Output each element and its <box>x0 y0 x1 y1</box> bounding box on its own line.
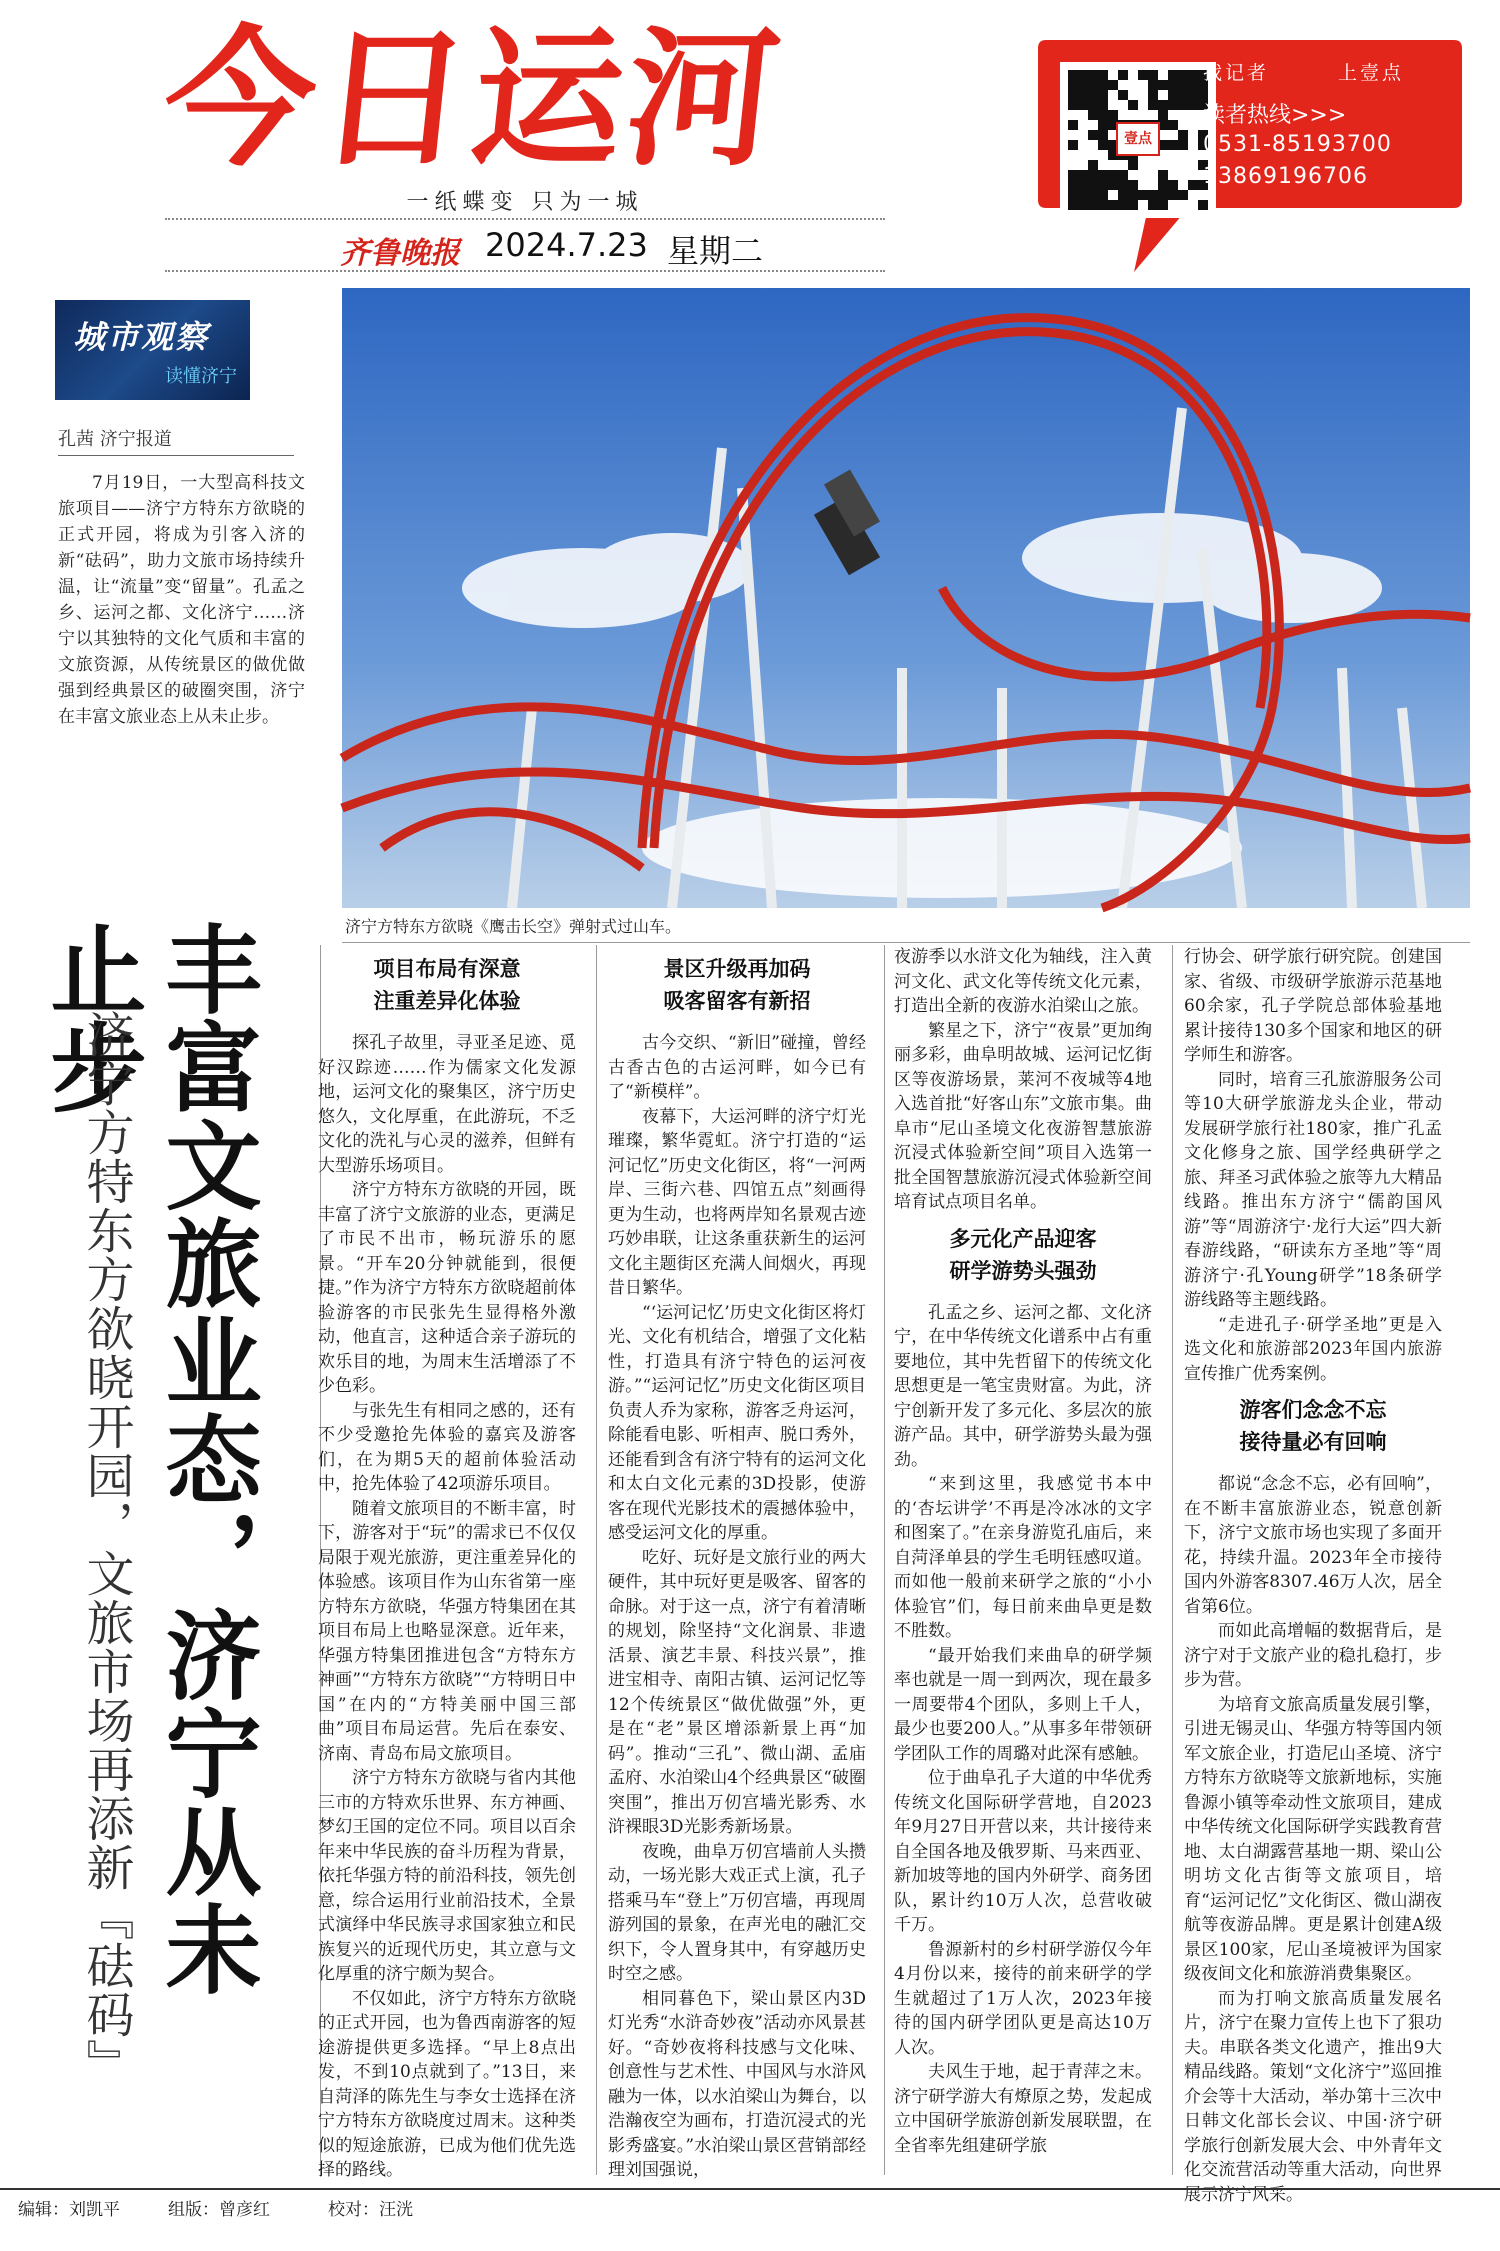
photo-divider <box>342 942 1470 943</box>
qr-module <box>1138 180 1148 190</box>
qr-module <box>1078 110 1088 120</box>
qr-module <box>1088 140 1098 150</box>
qr-module <box>1088 180 1098 190</box>
qr-module <box>1118 160 1128 170</box>
qr-module <box>1128 90 1138 100</box>
qr-module <box>1188 150 1198 160</box>
qr-module <box>1108 180 1118 190</box>
qr-module <box>1098 190 1108 200</box>
qr-module <box>1098 200 1108 210</box>
paragraph: 夜游季以水浒文化为轴线，注入黄河文化、武文化等传统文化元素，打造出全新的夜游水泊梁山之旅。 <box>894 947 1152 1016</box>
qr-module <box>1078 80 1088 90</box>
qr-app-badge: 壹点 <box>1116 122 1160 156</box>
main-headline: 丰富文旅业态，济宁从未止步 <box>35 920 262 1998</box>
qr-module <box>1188 90 1198 100</box>
qr-module <box>1088 170 1098 180</box>
qr-module <box>1168 150 1178 160</box>
qr-module <box>1188 190 1198 200</box>
qr-module <box>1078 90 1088 100</box>
qr-module <box>1178 110 1188 120</box>
qr-module <box>1148 90 1158 100</box>
qr-module <box>1068 80 1078 90</box>
qr-module <box>1068 160 1078 170</box>
qr-module <box>1078 150 1088 160</box>
qr-module <box>1098 70 1108 80</box>
qr-module <box>1148 170 1158 180</box>
hotline-label-find-reporter: 找记者 <box>1203 62 1270 84</box>
footer-layout: 组版：曾彦红 <box>168 2200 270 2220</box>
paragraph: 鲁源新村的乡村研学游仅今年4月份以来，接待的前来研学的学生就超过了1万人次，2023年接待的国内研学团队更是高达10万人次。 <box>894 1939 1152 2058</box>
hotline-label-app: 上壹点 <box>1338 62 1405 84</box>
qr-module <box>1118 190 1128 200</box>
qr-module <box>1188 120 1198 130</box>
paragraph: 夫风生于地，起于青萍之末。济宁研学游大有燎原之势，发起成立中国研学旅游创新发展联盟，在全省率先组建研学旅 <box>894 2062 1152 2156</box>
qr-module <box>1168 120 1178 130</box>
qr-module <box>1148 70 1158 80</box>
paragraph: 吃好、玩好是文旅行业的两大硬件，其中玩好更是吸客、留客的命脉。对于这一点，济宁有着清晰的规划，除坚持“文化润景、非遗活景、演艺丰景、科技兴景”，推进宝相寺、南阳古镇、运河记忆等12个传统景区“做优做强”外，更是在“老”景区增添新景上再“加码”。推动“三孔”、微山湖、孟庙孟府、水泊梁山4个经典景区“破圈突围”，推出万仞宫墙光影秀、水浒裸眼3D光影秀新场景。 <box>608 1547 866 1837</box>
qr-module <box>1178 190 1188 200</box>
qr-module <box>1088 130 1098 140</box>
qr-module <box>1178 130 1188 140</box>
qr-module <box>1178 140 1188 150</box>
qr-module <box>1158 160 1168 170</box>
qr-module <box>1148 160 1158 170</box>
qr-module <box>1178 180 1188 190</box>
qr-module <box>1078 170 1088 180</box>
paragraph: 而为打响文旅高质量发展名片，济宁在聚力宣传上也下了狠功夫。串联各类文化遗产，推出9大精品线路。策划“文化济宁”巡回推介会等十大活动，举办第十三次中日韩文化部长会议、中国·济宁研学旅行创新发展大会、中外青年文化交流营活动等重大活动，向世界展示济宁风采。 <box>1184 1988 1442 2205</box>
qr-module <box>1088 90 1098 100</box>
qr-module <box>1078 180 1088 190</box>
column-4-subhead: 游客们念念不忘 接待量必有回响 <box>1239 1398 1387 1454</box>
paragraph: “走进孔子·研学圣地”更是入选文化和旅游部2023年国内旅游宣传推广优秀案例。 <box>1184 1314 1442 1384</box>
roller-coaster-illustration <box>342 288 1470 908</box>
byline-divider <box>58 455 294 456</box>
qr-module <box>1108 160 1118 170</box>
article-lead: 7月19日，一大型高科技文旅项目——济宁方特东方欲晓的正式开园，将成为引客入济的新“砝码”，助力文旅市场持续升温，让“流量”变“留量”。孔孟之乡、运河之都、文化济宁……济宁以其独特的文化气质和丰富的文旅资源，从传统景区的做优做强到经典景区的破圈突围，济宁在丰富文旅业态上从未止步。 <box>58 473 305 727</box>
qr-module <box>1128 190 1138 200</box>
qr-module <box>1148 180 1158 190</box>
qr-module <box>1098 120 1108 130</box>
qr-module <box>1158 180 1168 190</box>
qr-module <box>1178 150 1188 160</box>
article-column-1 <box>318 945 576 2180</box>
qr-module <box>1068 140 1078 150</box>
qr-module <box>1118 70 1128 80</box>
qr-module <box>1188 110 1198 120</box>
qr-module <box>1168 80 1178 90</box>
qr-module <box>1148 100 1158 110</box>
qr-module <box>1178 160 1188 170</box>
qr-module <box>1188 160 1198 170</box>
qr-module <box>1098 100 1108 110</box>
qr-module <box>1188 80 1198 90</box>
qr-module <box>1128 170 1138 180</box>
qr-module <box>1078 70 1088 80</box>
qr-module <box>1168 200 1178 210</box>
qr-module <box>1108 190 1118 200</box>
qr-module <box>1178 120 1188 130</box>
qr-module <box>1158 70 1168 80</box>
article-column-2 <box>608 945 866 2180</box>
qr-module <box>1118 170 1128 180</box>
qr-module <box>1188 140 1198 150</box>
qr-module <box>1088 160 1098 170</box>
qr-module <box>1158 110 1168 120</box>
qr-module <box>1098 180 1108 190</box>
reader-hotline-label: 读者热线>>> <box>1203 103 1347 128</box>
section-badge-subtitle: 读懂济宁 <box>165 366 237 387</box>
qr-module <box>1068 70 1078 80</box>
paragraph: 为培育文旅高质量发展引擎，引进无锡灵山、华强方特等国内领军文旅企业，打造尼山圣境、济宁方特东方欲晓等文旅新地标，实施鲁源小镇等牵动性文旅项目，建成中华传统文化国际研学实践教育营地、太白湖露营基地一期、梁山公明坊文化古街等文旅项目，培育“运河记忆”文化街区、微山湖夜航等夜游品牌。更是累计创建A级景区100家，尼山圣境被评为国家级夜间文化和旅游消费集聚区。 <box>1184 1694 1442 1984</box>
qr-module <box>1148 190 1158 200</box>
paragraph: 夜幕下，大运河畔的济宁灯光璀璨，繁华霓虹。济宁打造的“运河记忆”历史文化街区，将“一河两岸、三街六巷、四馆五点”刻画得更为生动，也将两岸知名景观古迹巧妙串联，让这条重获新生的运河文化主题街区充满人间烟火，再现昔日繁华。 <box>608 1106 866 1298</box>
qr-module <box>1108 110 1118 120</box>
qr-module <box>1128 70 1138 80</box>
qr-module <box>1078 200 1088 210</box>
publication-weekday: 星期二 <box>667 232 764 270</box>
qr-module <box>1168 180 1178 190</box>
qr-module <box>1068 100 1078 110</box>
qr-module <box>1118 200 1128 210</box>
paragraph: 济宁方特东方欲晓与省内其他三市的方特欢乐世界、东方神画、梦幻王国的定位不同。项目以百余年来中华民族的奋斗历程为背景，依托华强方特的前沿科技，领先创意，综合运用行业前沿技术，全景式演绎中华民族寻求国家独立和民族复兴的近现代历史，其立意与文化厚重的济宁颇为契合。 <box>318 1768 576 1984</box>
paragraph: 相同暮色下，梁山景区内3D灯光秀“水浒奇妙夜”活动亦风景甚好。“奇妙夜将科技感与文化味、创意性与艺术性、中国风与水浒风融为一体，以水泊梁山为舞台，以浩瀚夜空为画布，打造沉浸式的光影秀盛宴。”水泊梁山景区营销部经理刘国强说， <box>608 1988 866 2180</box>
article-byline: 孔茜 济宁报道 <box>58 429 172 450</box>
qr-module <box>1088 110 1098 120</box>
qr-module <box>1188 70 1198 80</box>
qr-module <box>1168 100 1178 110</box>
qr-module <box>1188 180 1198 190</box>
column-2-subhead: 景区升级再加码 吸客留客有新招 <box>663 957 811 1013</box>
paragraph: 行协会、研学旅行研究院。创建国家、省级、市级研学旅游示范基地60余家，孔子学院总部体验基地累计接待130多个国家和地区的研学师生和游客。 <box>1184 947 1442 1065</box>
paragraph: 不仅如此，济宁方特东方欲晓的正式开园，也为鲁西南游客的短途游提供更多选择。“早上8点出发，不到10点就到了。”13日，来自菏泽的陈先生与李女士选择在济宁方特东方欲晓度过周末。这种类似的短途旅游，已成为他们优先选择的路线。 <box>318 1988 576 2180</box>
qr-module <box>1118 110 1128 120</box>
paragraph: 而如此高增幅的数据背后，是济宁对于文旅产业的稳扎稳打，步步为营。 <box>1184 1621 1442 1690</box>
qr-module <box>1118 100 1128 110</box>
qr-module <box>1128 160 1138 170</box>
paragraph: “最开始我们来曲阜的研学频率也就是一周一到两次，现在最多一周要带4个团队，多则上千人，最少也要200人。”从事多年带领研学团队工作的周璐对此深有感触。 <box>894 1645 1152 1764</box>
qr-module <box>1098 110 1108 120</box>
paragraph: 孔孟之乡、运河之都、文化济宁，在中华传统文化谱系中占有重要地位，其中先哲留下的传统文化思想更是一笔宝贵财富。为此，济宁创新开发了多元化、多层次的旅游产品。其中，研学游势头最为强劲。 <box>894 1302 1152 1470</box>
qr-module <box>1118 80 1128 90</box>
qr-module <box>1088 80 1098 90</box>
qr-module <box>1078 160 1088 170</box>
qr-module <box>1158 90 1168 100</box>
qr-module <box>1068 120 1078 130</box>
qr-module <box>1178 70 1188 80</box>
qr-module <box>1148 80 1158 90</box>
qr-module <box>1178 100 1188 110</box>
masthead-slogan: 一纸蝶变 只为一城 <box>406 190 644 215</box>
qr-module <box>1138 190 1148 200</box>
qr-module <box>1158 80 1168 90</box>
qr-module <box>1158 190 1168 200</box>
qr-module <box>1068 180 1078 190</box>
qr-module <box>1168 110 1178 120</box>
qr-module <box>1168 90 1178 100</box>
qr-module <box>1128 180 1138 190</box>
section-badge <box>55 300 250 400</box>
column-divider-3 <box>884 945 885 2175</box>
qr-module <box>1078 190 1088 200</box>
paragraph: “来到这里，我感觉书本中的‘杏坛讲学’不再是冷冰冰的文字和图案了。”在亲身游览孔庙后，来自菏泽单县的学生毛明钰感叹道。而如他一般前来研学之旅的“小小体验官”们，每日前来曲阜更是数不胜数。 <box>894 1474 1152 1641</box>
roller-coaster-photo <box>342 288 1470 908</box>
paragraph: 位于曲阜孔子大道的中华优秀传统文化国际研学营地，自2023年9月27日开营以来，共计接待来自全国各地及俄罗斯、马来西亚、新加坡等地的国内外研学、商务团队，累计约10万人次，总营收破千万。 <box>894 1768 1152 1935</box>
paragraph: 与张先生有相同之感的，还有不少受邀抢先体验的嘉宾及游客们，在为期5天的超前体验活动中，抢先体验了42项游乐项目。 <box>318 1400 576 1494</box>
qr-module <box>1148 200 1158 210</box>
qr-module <box>1178 90 1188 100</box>
qr-module <box>1158 200 1168 210</box>
qr-module <box>1068 110 1078 120</box>
qr-module <box>1178 80 1188 90</box>
qr-module <box>1138 90 1148 100</box>
qr-module <box>1168 70 1178 80</box>
qr-module <box>1198 200 1208 210</box>
qr-module <box>1138 160 1148 170</box>
paragraph: 古今交织、“新旧”碰撞，曾经古香古色的古运河畔，如今已有了“新模样”。 <box>608 1033 866 1102</box>
qr-module <box>1108 90 1118 100</box>
qr-module <box>1088 200 1098 210</box>
qr-module <box>1168 160 1178 170</box>
qr-module <box>1198 190 1208 200</box>
masthead-divider-top <box>165 218 885 220</box>
column-1-subhead: 项目布局有深意 注重差异化体验 <box>373 957 521 1013</box>
qr-module <box>1078 100 1088 110</box>
qr-module <box>1108 100 1118 110</box>
qr-module <box>1068 200 1078 210</box>
qr-module <box>1088 190 1098 200</box>
qr-module <box>1078 120 1088 130</box>
publication-date: 2024.7.23 <box>485 226 648 264</box>
qr-module <box>1098 150 1108 160</box>
footer-proof: 校对：汪洸 <box>328 2200 413 2220</box>
qr-module <box>1128 80 1138 90</box>
footer-divider <box>0 2188 1500 2190</box>
qr-module <box>1118 90 1128 100</box>
paragraph: 济宁方特东方欲晓的开园，既丰富了济宁文旅游的业态，更满足了市民不出市，畅玩游乐的愿景。“开车20分钟就能到，很便捷。”作为济宁方特东方欲晓超前体验游客的市民张先生显得格外激动，他直言，这种适合亲子游玩的欢乐目的地，为周末生活增添了不少色彩。 <box>318 1180 576 1396</box>
hotline-phone-1[interactable]: 0531-85193700 <box>1203 132 1392 157</box>
qr-module <box>1168 130 1178 140</box>
qr-module <box>1098 80 1108 90</box>
qr-module <box>1138 200 1148 210</box>
paper-logo: 齐鲁晚报 <box>340 236 460 271</box>
article-column-4 <box>1184 945 1442 2205</box>
qr-module <box>1148 110 1158 120</box>
paragraph: 探孔子故里，寻亚圣足迹、觅好汉踪迹……作为儒家文化发源地，运河文化的聚集区，济宁历史悠久，文化厚重，在此游玩，不乏文化的洗礼与心灵的滋养，但鲜有大型游乐场项目。 <box>318 1033 576 1176</box>
qr-module <box>1108 80 1118 90</box>
qr-module <box>1078 130 1088 140</box>
paragraph: 同时，培育三孔旅游服务公司等10大研学旅游龙头企业，带动发展研学旅行社180家，推广孔孟文化修身之旅、国学经典研学之旅、拜圣习武体验之旅等九大精品线路。推出东方济宁“儒韵国风游”等“周游济宁·龙行大运”四大新春游线路，“研读东方圣地”等“周游济宁·孔Young研学”18条研学游线路等主题线路。 <box>1184 1069 1442 1310</box>
qr-module <box>1178 170 1188 180</box>
qr-module <box>1138 100 1148 110</box>
qr-module <box>1068 130 1078 140</box>
qr-module <box>1088 70 1098 80</box>
qr-module <box>1178 200 1188 210</box>
qr-module <box>1098 160 1108 170</box>
masthead-title: 今日运河 <box>155 13 791 187</box>
qr-module <box>1108 200 1118 210</box>
column-divider-2 <box>596 945 597 2175</box>
qr-module <box>1128 100 1138 110</box>
qr-module <box>1068 190 1078 200</box>
qr-module <box>1138 80 1148 90</box>
column-3-subhead: 多元化产品迎客 研学游势头强劲 <box>949 1226 1097 1283</box>
qr-module <box>1138 70 1148 80</box>
qr-module <box>1128 200 1138 210</box>
qr-module <box>1068 150 1078 160</box>
qr-module <box>1128 110 1138 120</box>
qr-module <box>1078 140 1088 150</box>
qr-code[interactable] <box>1060 62 1216 218</box>
photo-caption: 济宁方特东方欲晓《鹰击长空》弹射式过山车。 <box>345 917 682 936</box>
paragraph: “‘运河记忆’历史文化街区将灯光、文化有机结合，增强了文化粘性，打造具有济宁特色的运河夜游。”“运河记忆”历史文化街区项目负责人乔为家称，游客乏舟运河，除能看电影、听相声、脱口秀外，还能看到含有济宁特有的运河文化和太白文化元素的3D投影，使游客在现代光影技术的震撼体验中，感受运河文化的厚重。 <box>608 1302 866 1543</box>
qr-module <box>1108 70 1118 80</box>
paragraph: 都说“念念不忘，必有回响”，在不断丰富旅游业态，锐意创新下，济宁文旅市场也实现了多面开花，持续升温。2023年全市接待国内外游客8307.46万人次，居全省第6位。 <box>1184 1474 1442 1617</box>
qr-module <box>1088 150 1098 160</box>
qr-module <box>1098 140 1108 150</box>
section-badge-title: 城市观察 <box>73 318 210 356</box>
sub-headline: 济宁方特东方欲晓开园，文旅市场再添新『砝码』 <box>78 1010 134 2088</box>
article-column-3 <box>894 945 1152 2175</box>
qr-module <box>1188 130 1198 140</box>
qr-module <box>1098 130 1108 140</box>
qr-module <box>1188 200 1198 210</box>
paragraph: 随着文旅项目的不断丰富，时下，游客对于“玩”的需求已不仅仅局限于观光旅游，更注重差异化的体验感。该项目作为山东省第一座方特东方欲晓，华强方特集团在其项目布局上也略显深意。近年来，华强方特集团推进包含“方特东方神画”“方特东方欲晓”“方特明日中国”在内的“方特美丽中国三部曲”项目布局运营。先后在泰安、济南、青岛布局文旅项目。 <box>318 1498 576 1764</box>
qr-module <box>1168 170 1178 180</box>
masthead-divider-bottom <box>165 270 885 272</box>
paragraph: 夜晚，曲阜万仞宫墙前人头攒动，一场光影大戏正式上演，孔子搭乘马车“登上”万仞宫墙，再现周游列国的景象，在声光电的融汇交织下，令人置身其中，有穿越历史时空之感。 <box>608 1841 866 1984</box>
qr-module <box>1068 170 1078 180</box>
qr-module <box>1088 100 1098 110</box>
reader-hotline-box <box>1038 40 1462 272</box>
qr-module <box>1188 170 1198 180</box>
qr-module <box>1098 170 1108 180</box>
qr-module <box>1138 110 1148 120</box>
qr-module <box>1158 100 1168 110</box>
qr-module <box>1088 120 1098 130</box>
qr-module <box>1168 140 1178 150</box>
qr-module <box>1098 90 1108 100</box>
qr-module <box>1108 170 1118 180</box>
qr-module <box>1068 90 1078 100</box>
footer-editor: 编辑：刘凯平 <box>18 2200 120 2220</box>
column-divider-4 <box>1172 945 1173 2175</box>
qr-module <box>1188 100 1198 110</box>
qr-module <box>1168 190 1178 200</box>
paragraph: 繁星之下，济宁“夜景”更加绚丽多彩，曲阜明故城、运河记忆街区等夜游场景，莱河不夜城等4地入选首批“好客山东”文旅市集。曲阜市“尼山圣境文化夜游智慧旅游沉浸式体验新空间”项目入选第一批全国智慧旅游沉浸式体验新空间培育试点项目名单。 <box>894 1020 1152 1212</box>
qr-module <box>1158 170 1168 180</box>
qr-module <box>1138 170 1148 180</box>
hotline-phone-2[interactable]: 13869196706 <box>1203 164 1368 189</box>
qr-module <box>1118 180 1128 190</box>
